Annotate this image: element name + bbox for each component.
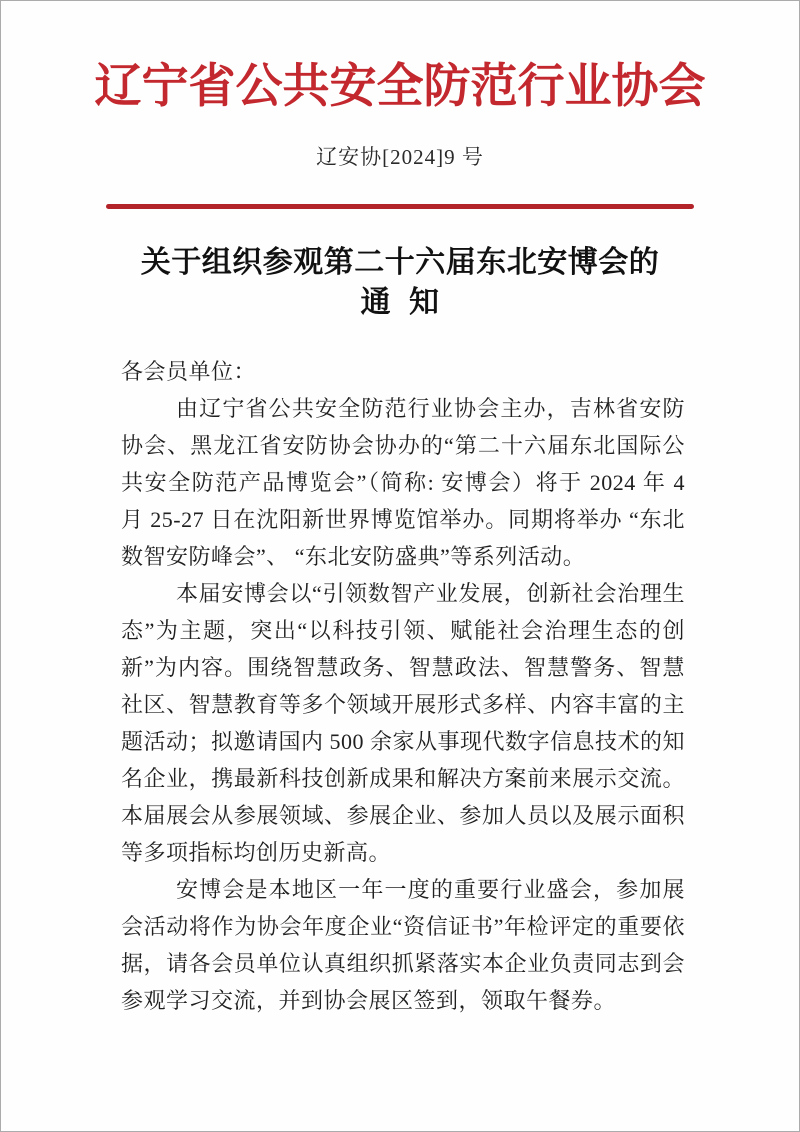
body-paragraph: 本届安博会以“引领数智产业发展，创新社会治理生态”为主题，突出“以科技引领、赋能社会治理生态的创新”为内容。围绕智慧政务、智慧政法、智慧警务、智慧社区、智慧教育等多个领域开展形式多样、内容丰富的主题活动；拟邀请国内 500 余家从事现代数字信息技术的知名企业，携最新科技创新成果和解决方案前来展示交流。本届展会从参展领域、参展企业、参加人员以及展示面积等多项指标均创历史新高。 <box>121 581 686 865</box>
body-paragraph: 由辽宁省公共安全防范行业协会主办，吉林省安防协会、黑龙江省安防协会协办的“第二十六届东北国际公共安全防范产品博览会”（简称: 安博会）将于 2024 年 4 月 25-27 日在沈阳新世界博览馆举办。同期将举办 “东北数智安防峰会”、 “东北安防盛典”等系列活动。 <box>121 396 685 569</box>
body-paragraph: 安博会是本地区一年一度的重要行业盛会，参加展会活动将作为协会年度企业“资信证书”年检评定的重要依据，请各会员单位认真组织抓紧落实本企业负责同志到会参观学习交流，并到协会展区签到，领取午餐券。 <box>121 877 685 1013</box>
notice-title-line2: 通 知 <box>360 286 440 319</box>
red-divider-line <box>106 204 694 209</box>
doc-number: 辽安协[2024]9 号 <box>316 145 484 169</box>
notice-title <box>1 243 799 323</box>
org-title: 辽宁省公共安全防范行业协会 <box>94 61 706 113</box>
notice-body <box>1 353 799 1019</box>
body-paragraphs <box>121 390 685 1019</box>
salutation: 各会员单位： <box>121 359 257 384</box>
notice-title-line1: 关于组织参观第二十六届东北安博会的 <box>140 246 660 279</box>
